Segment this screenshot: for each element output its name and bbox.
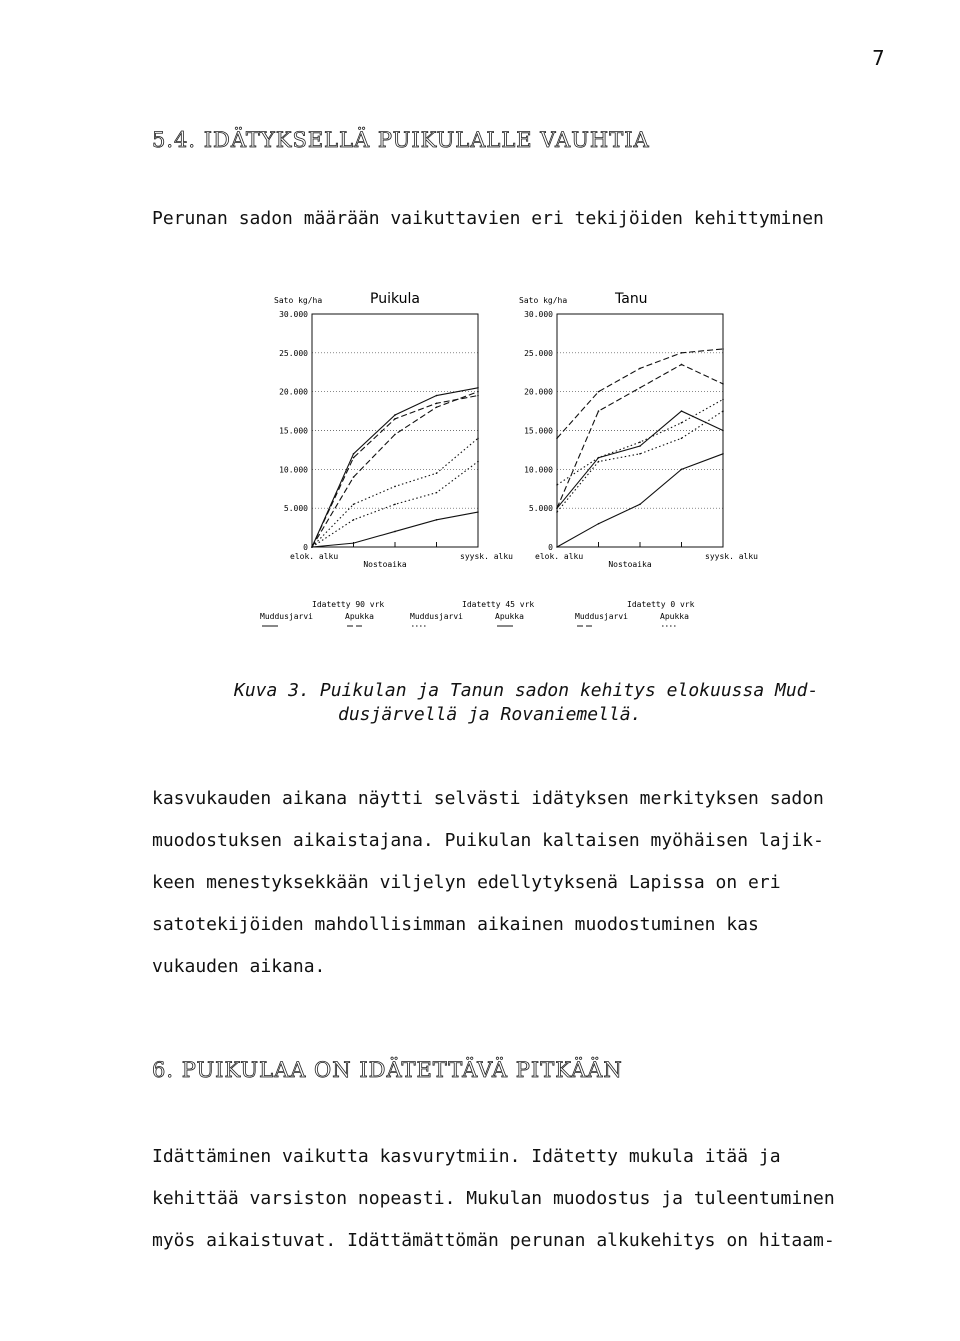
caption-line-2: dusjärvellä ja Rovaniemellä. xyxy=(338,704,642,725)
data-point xyxy=(477,511,479,513)
legend-item-label: Apukka xyxy=(495,612,524,621)
legend-item-label: Apukka xyxy=(345,612,374,621)
x-tick-label: syysk. alku xyxy=(460,552,513,561)
data-point xyxy=(598,457,600,459)
figure-title: Perunan sadon määrään vaikuttavien eri tekijöiden kehittyminen xyxy=(152,208,824,229)
data-point xyxy=(353,453,355,455)
data-point xyxy=(436,519,438,521)
legend-item-label: Muddusjarvi xyxy=(575,612,628,621)
legend-group-title: Idatetty 90 vrk xyxy=(312,600,385,609)
data-point xyxy=(394,414,396,416)
data-point xyxy=(436,395,438,397)
data-point xyxy=(477,395,479,397)
data-point xyxy=(394,418,396,420)
y-tick-label: 5.000 xyxy=(528,504,553,514)
series-line xyxy=(557,364,723,508)
data-point xyxy=(598,523,600,525)
series-line xyxy=(312,388,478,547)
y-tick-label: 0 xyxy=(303,543,308,552)
page-number: 7 xyxy=(872,46,885,70)
text-line: keen menestyksekkään viljelyn edellytyksenä Lapissa on eri xyxy=(152,872,781,893)
legend xyxy=(260,600,695,626)
data-point xyxy=(722,453,724,455)
data-point xyxy=(394,503,396,505)
data-point xyxy=(598,461,600,463)
series-line xyxy=(557,454,723,547)
y-tick-label: 10.000 xyxy=(524,465,553,475)
x-tick-label: elok. alku xyxy=(535,552,584,561)
data-point xyxy=(681,410,683,412)
y-tick-label: 30.000 xyxy=(279,310,308,319)
data-point xyxy=(722,410,724,412)
y-tick-label: 30.000 xyxy=(524,310,553,319)
data-point xyxy=(394,486,396,488)
data-point xyxy=(436,472,438,474)
data-point xyxy=(681,364,683,366)
data-point xyxy=(477,391,479,393)
chart-title: Tanu xyxy=(615,291,648,307)
data-point xyxy=(436,492,438,494)
data-point xyxy=(353,476,355,478)
text-line: satotekijöiden mahdollisimman aikainen muodostuminen kas xyxy=(152,914,759,935)
series-line xyxy=(312,512,478,547)
y-tick-label: 20.000 xyxy=(524,387,553,397)
caption-label: Kuva 3. xyxy=(234,680,310,701)
data-point xyxy=(639,368,641,370)
data-point xyxy=(477,437,479,439)
data-point xyxy=(556,484,558,486)
legend-group-title: Idatetty 0 vrk xyxy=(627,600,695,609)
data-point xyxy=(477,461,479,463)
data-point xyxy=(722,430,724,432)
paragraph-1 xyxy=(152,778,892,988)
data-point xyxy=(681,437,683,439)
y-tick-label: 5.000 xyxy=(283,504,308,514)
data-point xyxy=(477,387,479,389)
data-point xyxy=(556,546,558,548)
data-point xyxy=(639,445,641,447)
data-point xyxy=(556,507,558,509)
data-point xyxy=(639,387,641,389)
text-line: myös aikaistuvat. Idättämättömän perunan alkukehitys on hitaam- xyxy=(152,1230,835,1251)
series-line xyxy=(557,411,723,512)
data-point xyxy=(722,383,724,385)
y-tick-label: 15.000 xyxy=(524,426,553,436)
chart-tanu xyxy=(519,291,758,569)
legend-item-label: Muddusjarvi xyxy=(410,612,463,621)
data-point xyxy=(556,511,558,513)
y-axis-label: Sato kg/ha xyxy=(519,296,568,305)
series-line xyxy=(557,349,723,438)
data-point xyxy=(722,399,724,401)
figure-charts xyxy=(260,285,780,630)
text-line: vukauden aikana. xyxy=(152,956,326,977)
y-tick-label: 25.000 xyxy=(279,348,308,358)
y-tick-label: 25.000 xyxy=(524,348,553,358)
data-point xyxy=(353,542,355,544)
data-point xyxy=(639,441,641,443)
section-heading: 5.4. IDÄTYKSELLÄ PUIKULALLE VAUHTIA xyxy=(152,128,650,152)
chart-puikula xyxy=(274,291,513,569)
text-line: Idättäminen vaikutta kasvurytmiin. Idätetty mukula itää ja xyxy=(152,1146,781,1167)
x-axis-label: Nostoaika xyxy=(363,560,407,569)
text-line: kasvukauden aikana näytti selvästi idätyksen merkityksen sadon xyxy=(152,788,824,809)
legend-item-label: Apukka xyxy=(660,612,689,621)
data-point xyxy=(722,348,724,350)
data-point xyxy=(353,519,355,521)
data-point xyxy=(598,391,600,393)
y-tick-label: 15.000 xyxy=(279,426,308,436)
data-point xyxy=(639,453,641,455)
data-point xyxy=(353,457,355,459)
data-point xyxy=(598,410,600,412)
legend-group-title: Idatetty 45 vrk xyxy=(462,600,535,609)
data-point xyxy=(394,531,396,533)
data-point xyxy=(681,422,683,424)
data-point xyxy=(436,403,438,405)
legend-item-label: Muddusjarvi xyxy=(260,612,313,621)
text-line: kehittää varsiston nopeasti. Mukulan muodostus ja tuleentuminen xyxy=(152,1188,835,1209)
y-tick-label: 20.000 xyxy=(279,387,308,397)
chart-title: Puikula xyxy=(370,291,420,307)
figure-caption xyxy=(234,679,874,727)
y-tick-label: 10.000 xyxy=(279,465,308,475)
section-heading: 6. PUIKULAA ON IDÄTETTÄVÄ PITKÄÄN xyxy=(152,1058,623,1082)
y-axis-label: Sato kg/ha xyxy=(274,296,323,305)
x-axis-label: Nostoaika xyxy=(608,560,652,569)
data-point xyxy=(311,546,313,548)
data-point xyxy=(394,434,396,436)
text-line: muodostuksen aikaistajana. Puikulan kaltaisen myöhäisen lajik- xyxy=(152,830,824,851)
data-point xyxy=(436,406,438,408)
y-tick-label: 0 xyxy=(548,543,553,552)
data-point xyxy=(681,469,683,471)
data-point xyxy=(556,437,558,439)
paragraph-2 xyxy=(152,1136,892,1262)
x-tick-label: syysk. alku xyxy=(705,552,758,561)
caption-line-1: Puikulan ja Tanun sadon kehitys elokuussa Mud- xyxy=(319,680,819,701)
x-tick-label: elok. alku xyxy=(290,552,339,561)
data-point xyxy=(681,352,683,354)
data-point xyxy=(353,503,355,505)
data-point xyxy=(639,503,641,505)
series-line xyxy=(557,411,723,508)
